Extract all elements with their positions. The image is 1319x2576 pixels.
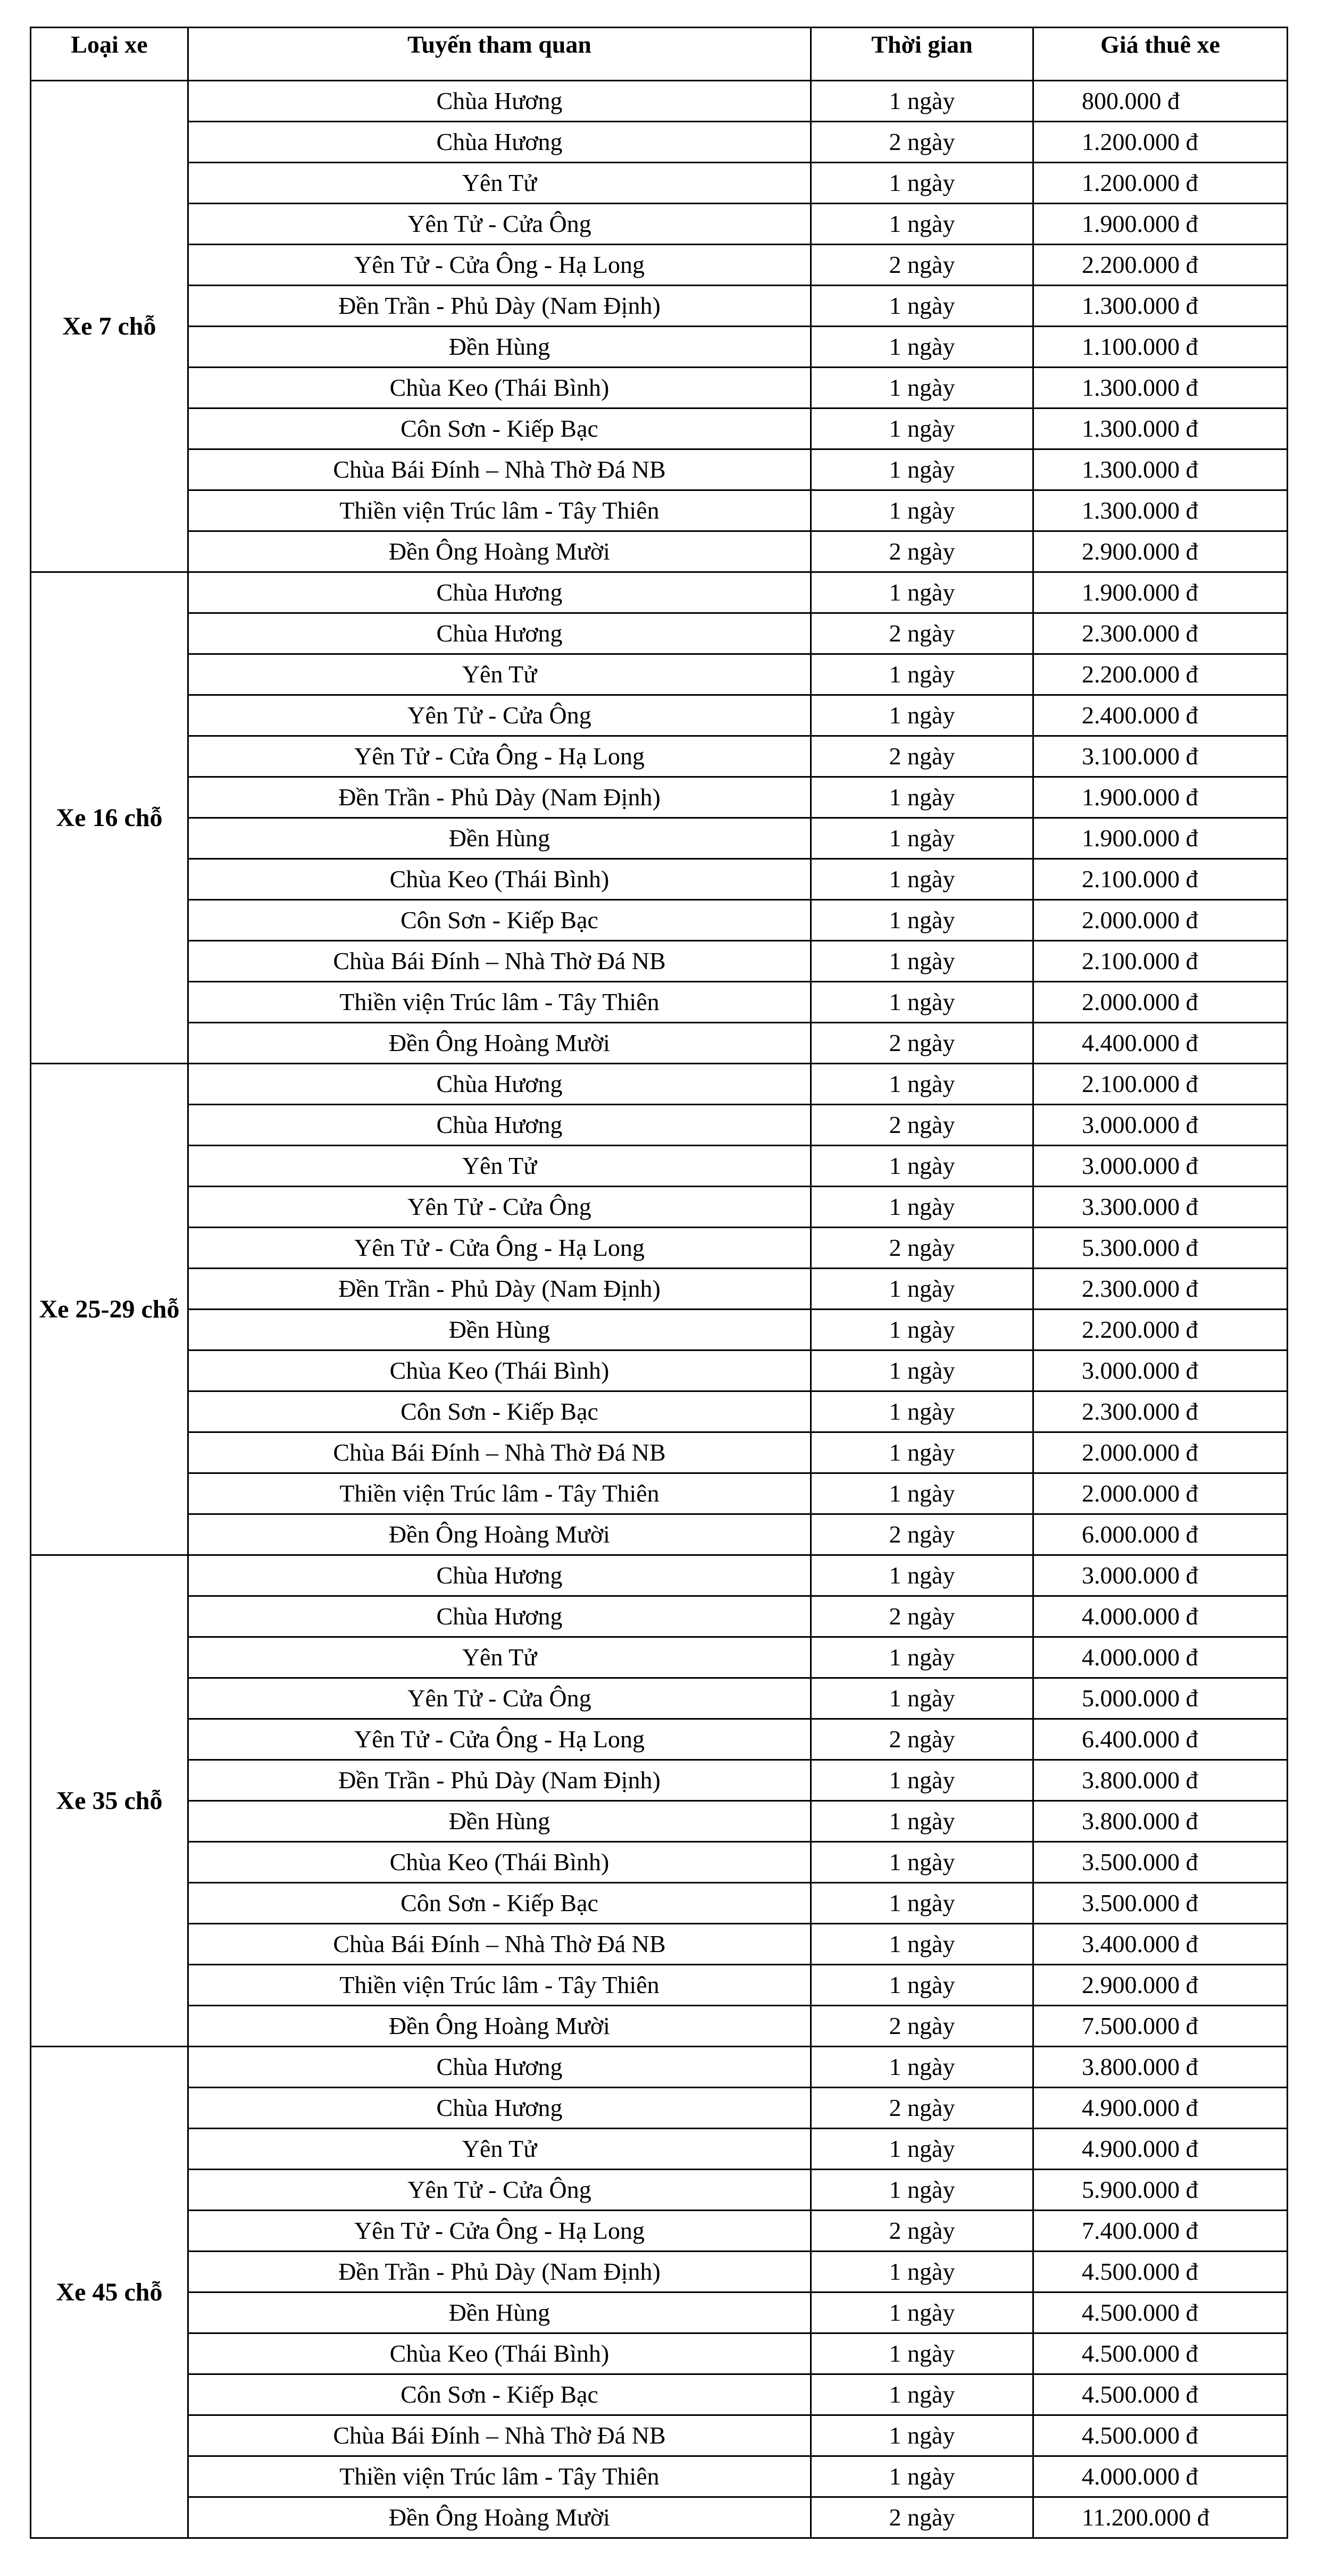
route-cell: Đền Hùng bbox=[188, 818, 811, 859]
duration-cell: 1 ngày bbox=[811, 204, 1033, 245]
route-cell: Chùa Hương bbox=[188, 1105, 811, 1146]
price-cell: 1.300.000 đ bbox=[1033, 368, 1288, 409]
vehicle-type-cell: Xe 25-29 chỗ bbox=[31, 1064, 188, 1555]
table-row bbox=[31, 2170, 1288, 2211]
table-row bbox=[31, 695, 1288, 736]
route-cell: Yên Tử - Cửa Ông - Hạ Long bbox=[188, 2211, 811, 2252]
table-row bbox=[31, 1637, 1288, 1678]
table-row bbox=[31, 1924, 1288, 1965]
price-cell: 3.500.000 đ bbox=[1033, 1842, 1288, 1883]
table-row bbox=[31, 449, 1288, 490]
route-cell: Yên Tử - Cửa Ông bbox=[188, 1678, 811, 1719]
price-cell: 4.500.000 đ bbox=[1033, 2252, 1288, 2292]
table-row bbox=[31, 2252, 1288, 2292]
price-cell: 2.000.000 đ bbox=[1033, 982, 1288, 1023]
table-row bbox=[31, 1678, 1288, 1719]
route-cell: Yên Tử - Cửa Ông bbox=[188, 695, 811, 736]
duration-cell: 1 ngày bbox=[811, 2374, 1033, 2415]
duration-cell: 1 ngày bbox=[811, 1801, 1033, 1842]
price-cell: 2.900.000 đ bbox=[1033, 531, 1288, 572]
duration-cell: 1 ngày bbox=[811, 368, 1033, 409]
table-row bbox=[31, 245, 1288, 286]
route-cell: Đền Trần - Phủ Dày (Nam Định) bbox=[188, 1760, 811, 1801]
table-row bbox=[31, 122, 1288, 163]
table-row bbox=[31, 2374, 1288, 2415]
duration-cell: 1 ngày bbox=[811, 1883, 1033, 1924]
route-cell: Yên Tử - Cửa Ông - Hạ Long bbox=[188, 1228, 811, 1269]
route-cell: Côn Sơn - Kiếp Bạc bbox=[188, 900, 811, 941]
price-cell: 4.500.000 đ bbox=[1033, 2374, 1288, 2415]
price-cell: 2.200.000 đ bbox=[1033, 654, 1288, 695]
duration-cell: 2 ngày bbox=[811, 613, 1033, 654]
price-cell: 3.000.000 đ bbox=[1033, 1350, 1288, 1391]
table-row bbox=[31, 2006, 1288, 2047]
route-cell: Chùa Hương bbox=[188, 1064, 811, 1105]
table-row bbox=[31, 613, 1288, 654]
duration-cell: 2 ngày bbox=[811, 1719, 1033, 1760]
price-cell: 1.900.000 đ bbox=[1033, 818, 1288, 859]
duration-cell: 1 ngày bbox=[811, 1187, 1033, 1228]
table-row bbox=[31, 368, 1288, 409]
table-row bbox=[31, 2088, 1288, 2129]
price-cell: 3.800.000 đ bbox=[1033, 1760, 1288, 1801]
header-route: Tuyến tham quan bbox=[188, 28, 811, 81]
price-cell: 3.000.000 đ bbox=[1033, 1555, 1288, 1596]
price-cell: 2.100.000 đ bbox=[1033, 1064, 1288, 1105]
table-row bbox=[31, 1555, 1288, 1596]
duration-cell: 1 ngày bbox=[811, 163, 1033, 204]
price-cell: 4.000.000 đ bbox=[1033, 1637, 1288, 1678]
vehicle-type-cell: Xe 16 chỗ bbox=[31, 572, 188, 1064]
route-cell: Chùa Bái Đính – Nhà Thờ Đá NB bbox=[188, 1924, 811, 1965]
price-cell: 2.000.000 đ bbox=[1033, 1432, 1288, 1473]
duration-cell: 1 ngày bbox=[811, 2456, 1033, 2497]
route-cell: Chùa Hương bbox=[188, 1596, 811, 1637]
duration-cell: 2 ngày bbox=[811, 1228, 1033, 1269]
duration-cell: 1 ngày bbox=[811, 81, 1033, 122]
price-cell: 2.300.000 đ bbox=[1033, 613, 1288, 654]
duration-cell: 1 ngày bbox=[811, 900, 1033, 941]
vehicle-type-cell: Xe 7 chỗ bbox=[31, 81, 188, 572]
table-row bbox=[31, 1473, 1288, 1514]
route-cell: Chùa Bái Đính – Nhà Thờ Đá NB bbox=[188, 449, 811, 490]
route-cell: Côn Sơn - Kiếp Bạc bbox=[188, 1391, 811, 1432]
table-row bbox=[31, 818, 1288, 859]
duration-cell: 1 ngày bbox=[811, 327, 1033, 368]
route-cell: Chùa Keo (Thái Bình) bbox=[188, 1842, 811, 1883]
duration-cell: 1 ngày bbox=[811, 1269, 1033, 1310]
duration-cell: 1 ngày bbox=[811, 572, 1033, 613]
header-vehicle-type: Loại xe bbox=[31, 28, 188, 81]
route-cell: Chùa Hương bbox=[188, 2047, 811, 2088]
duration-cell: 1 ngày bbox=[811, 409, 1033, 449]
table-row bbox=[31, 2047, 1288, 2088]
header-duration: Thời gian bbox=[811, 28, 1033, 81]
duration-cell: 1 ngày bbox=[811, 982, 1033, 1023]
duration-cell: 1 ngày bbox=[811, 777, 1033, 818]
table-row bbox=[31, 204, 1288, 245]
route-cell: Đền Ông Hoàng Mười bbox=[188, 2006, 811, 2047]
route-cell: Yên Tử - Cửa Ông bbox=[188, 204, 811, 245]
duration-cell: 1 ngày bbox=[811, 1678, 1033, 1719]
route-cell: Đền Ông Hoàng Mười bbox=[188, 1514, 811, 1555]
duration-cell: 1 ngày bbox=[811, 1760, 1033, 1801]
duration-cell: 2 ngày bbox=[811, 122, 1033, 163]
route-cell: Chùa Hương bbox=[188, 613, 811, 654]
table-row bbox=[31, 1883, 1288, 1924]
table-row bbox=[31, 163, 1288, 204]
route-cell: Côn Sơn - Kiếp Bạc bbox=[188, 2374, 811, 2415]
table-header bbox=[31, 28, 1288, 81]
table-row bbox=[31, 2292, 1288, 2333]
route-cell: Thiền viện Trúc lâm - Tây Thiên bbox=[188, 490, 811, 531]
price-cell: 3.400.000 đ bbox=[1033, 1924, 1288, 1965]
price-cell: 1.200.000 đ bbox=[1033, 163, 1288, 204]
duration-cell: 2 ngày bbox=[811, 531, 1033, 572]
table-row bbox=[31, 81, 1288, 122]
duration-cell: 2 ngày bbox=[811, 2006, 1033, 2047]
route-cell: Đền Trần - Phủ Dày (Nam Định) bbox=[188, 2252, 811, 2292]
table-row bbox=[31, 1064, 1288, 1105]
price-cell: 2.200.000 đ bbox=[1033, 1310, 1288, 1350]
duration-cell: 1 ngày bbox=[811, 2047, 1033, 2088]
route-cell: Đền Hùng bbox=[188, 2292, 811, 2333]
duration-cell: 1 ngày bbox=[811, 1350, 1033, 1391]
route-cell: Chùa Keo (Thái Bình) bbox=[188, 2333, 811, 2374]
price-cell: 1.900.000 đ bbox=[1033, 204, 1288, 245]
route-cell: Côn Sơn - Kiếp Bạc bbox=[188, 1883, 811, 1924]
table-row bbox=[31, 654, 1288, 695]
duration-cell: 2 ngày bbox=[811, 2211, 1033, 2252]
route-cell: Chùa Bái Đính – Nhà Thờ Đá NB bbox=[188, 2415, 811, 2456]
table-row bbox=[31, 1310, 1288, 1350]
duration-cell: 2 ngày bbox=[811, 1105, 1033, 1146]
table-row bbox=[31, 1801, 1288, 1842]
price-cell: 2.000.000 đ bbox=[1033, 900, 1288, 941]
table-row bbox=[31, 777, 1288, 818]
duration-cell: 1 ngày bbox=[811, 2292, 1033, 2333]
route-cell: Đền Ông Hoàng Mười bbox=[188, 1023, 811, 1064]
route-cell: Thiền viện Trúc lâm - Tây Thiên bbox=[188, 2456, 811, 2497]
price-cell: 6.000.000 đ bbox=[1033, 1514, 1288, 1555]
table-row bbox=[31, 2129, 1288, 2170]
duration-cell: 1 ngày bbox=[811, 1555, 1033, 1596]
table-row bbox=[31, 1965, 1288, 2006]
route-cell: Yên Tử - Cửa Ông bbox=[188, 1187, 811, 1228]
vehicle-type-cell: Xe 45 chỗ bbox=[31, 2047, 188, 2538]
table-row bbox=[31, 1105, 1288, 1146]
table-row bbox=[31, 1514, 1288, 1555]
route-cell: Yên Tử bbox=[188, 163, 811, 204]
route-cell: Chùa Keo (Thái Bình) bbox=[188, 1350, 811, 1391]
route-cell: Chùa Hương bbox=[188, 122, 811, 163]
price-cell: 11.200.000 đ bbox=[1033, 2497, 1288, 2538]
table-body bbox=[31, 81, 1288, 2538]
price-cell: 1.100.000 đ bbox=[1033, 327, 1288, 368]
price-cell: 3.000.000 đ bbox=[1033, 1146, 1288, 1187]
route-cell: Chùa Hương bbox=[188, 572, 811, 613]
duration-cell: 1 ngày bbox=[811, 2170, 1033, 2211]
duration-cell: 2 ngày bbox=[811, 1596, 1033, 1637]
table-row bbox=[31, 1760, 1288, 1801]
price-cell: 2.300.000 đ bbox=[1033, 1269, 1288, 1310]
table-row bbox=[31, 2415, 1288, 2456]
price-cell: 1.300.000 đ bbox=[1033, 449, 1288, 490]
price-cell: 4.500.000 đ bbox=[1033, 2333, 1288, 2374]
duration-cell: 2 ngày bbox=[811, 736, 1033, 777]
price-cell: 2.400.000 đ bbox=[1033, 695, 1288, 736]
duration-cell: 2 ngày bbox=[811, 2088, 1033, 2129]
table-row bbox=[31, 1432, 1288, 1473]
table-row bbox=[31, 900, 1288, 941]
rental-price-table bbox=[30, 27, 1288, 2539]
table-row bbox=[31, 1391, 1288, 1432]
header-price: Giá thuê xe bbox=[1033, 28, 1288, 81]
route-cell: Yên Tử - Cửa Ông - Hạ Long bbox=[188, 1719, 811, 1760]
price-cell: 3.800.000 đ bbox=[1033, 1801, 1288, 1842]
price-cell: 6.400.000 đ bbox=[1033, 1719, 1288, 1760]
table-row bbox=[31, 1842, 1288, 1883]
duration-cell: 1 ngày bbox=[811, 1842, 1033, 1883]
duration-cell: 1 ngày bbox=[811, 1064, 1033, 1105]
table-row bbox=[31, 409, 1288, 449]
price-cell: 3.500.000 đ bbox=[1033, 1883, 1288, 1924]
route-cell: Chùa Hương bbox=[188, 2088, 811, 2129]
route-cell: Chùa Bái Đính – Nhà Thờ Đá NB bbox=[188, 941, 811, 982]
duration-cell: 2 ngày bbox=[811, 1514, 1033, 1555]
price-cell: 1.900.000 đ bbox=[1033, 572, 1288, 613]
price-cell: 4.500.000 đ bbox=[1033, 2292, 1288, 2333]
duration-cell: 1 ngày bbox=[811, 1924, 1033, 1965]
table-row bbox=[31, 859, 1288, 900]
table-row bbox=[31, 982, 1288, 1023]
price-cell: 7.400.000 đ bbox=[1033, 2211, 1288, 2252]
route-cell: Chùa Bái Đính – Nhà Thờ Đá NB bbox=[188, 1432, 811, 1473]
table-row bbox=[31, 490, 1288, 531]
price-cell: 7.500.000 đ bbox=[1033, 2006, 1288, 2047]
price-cell: 3.800.000 đ bbox=[1033, 2047, 1288, 2088]
duration-cell: 1 ngày bbox=[811, 941, 1033, 982]
table-row bbox=[31, 531, 1288, 572]
table-row bbox=[31, 1719, 1288, 1760]
duration-cell: 2 ngày bbox=[811, 1023, 1033, 1064]
route-cell: Đền Hùng bbox=[188, 1310, 811, 1350]
route-cell: Yên Tử bbox=[188, 2129, 811, 2170]
duration-cell: 1 ngày bbox=[811, 859, 1033, 900]
route-cell: Chùa Hương bbox=[188, 81, 811, 122]
route-cell: Thiền viện Trúc lâm - Tây Thiên bbox=[188, 1473, 811, 1514]
price-cell: 4.500.000 đ bbox=[1033, 2415, 1288, 2456]
table-row bbox=[31, 1596, 1288, 1637]
duration-cell: 1 ngày bbox=[811, 449, 1033, 490]
price-cell: 4.900.000 đ bbox=[1033, 2088, 1288, 2129]
duration-cell: 2 ngày bbox=[811, 2497, 1033, 2538]
table-row bbox=[31, 327, 1288, 368]
table-row bbox=[31, 1350, 1288, 1391]
duration-cell: 1 ngày bbox=[811, 654, 1033, 695]
price-cell: 1.300.000 đ bbox=[1033, 409, 1288, 449]
duration-cell: 1 ngày bbox=[811, 1391, 1033, 1432]
price-cell: 2.900.000 đ bbox=[1033, 1965, 1288, 2006]
route-cell: Đền Ông Hoàng Mười bbox=[188, 531, 811, 572]
duration-cell: 1 ngày bbox=[811, 818, 1033, 859]
table-row bbox=[31, 736, 1288, 777]
price-cell: 4.900.000 đ bbox=[1033, 2129, 1288, 2170]
route-cell: Thiền viện Trúc lâm - Tây Thiên bbox=[188, 982, 811, 1023]
table-row bbox=[31, 1269, 1288, 1310]
duration-cell: 1 ngày bbox=[811, 1637, 1033, 1678]
table-row bbox=[31, 1187, 1288, 1228]
route-cell: Yên Tử - Cửa Ông bbox=[188, 2170, 811, 2211]
route-cell: Yên Tử bbox=[188, 1637, 811, 1678]
duration-cell: 1 ngày bbox=[811, 1432, 1033, 1473]
price-cell: 800.000 đ bbox=[1033, 81, 1288, 122]
price-cell: 2.000.000 đ bbox=[1033, 1473, 1288, 1514]
header-row bbox=[31, 28, 1288, 81]
route-cell: Yên Tử bbox=[188, 1146, 811, 1187]
duration-cell: 1 ngày bbox=[811, 1473, 1033, 1514]
table-row bbox=[31, 1146, 1288, 1187]
route-cell: Thiền viện Trúc lâm - Tây Thiên bbox=[188, 1965, 811, 2006]
route-cell: Chùa Keo (Thái Bình) bbox=[188, 859, 811, 900]
price-cell: 5.000.000 đ bbox=[1033, 1678, 1288, 1719]
route-cell: Yên Tử - Cửa Ông - Hạ Long bbox=[188, 245, 811, 286]
price-cell: 5.900.000 đ bbox=[1033, 2170, 1288, 2211]
route-cell: Đền Hùng bbox=[188, 327, 811, 368]
price-cell: 2.100.000 đ bbox=[1033, 859, 1288, 900]
route-cell: Đền Hùng bbox=[188, 1801, 811, 1842]
route-cell: Đền Trần - Phủ Dày (Nam Định) bbox=[188, 286, 811, 327]
price-cell: 1.300.000 đ bbox=[1033, 490, 1288, 531]
duration-cell: 2 ngày bbox=[811, 245, 1033, 286]
route-cell: Chùa Keo (Thái Bình) bbox=[188, 368, 811, 409]
table-row bbox=[31, 2333, 1288, 2374]
route-cell: Chùa Hương bbox=[188, 1555, 811, 1596]
route-cell: Đền Ông Hoàng Mười bbox=[188, 2497, 811, 2538]
route-cell: Yên Tử bbox=[188, 654, 811, 695]
price-cell: 4.000.000 đ bbox=[1033, 2456, 1288, 2497]
price-cell: 2.300.000 đ bbox=[1033, 1391, 1288, 1432]
vehicle-type-cell: Xe 35 chỗ bbox=[31, 1555, 188, 2047]
duration-cell: 1 ngày bbox=[811, 286, 1033, 327]
route-cell: Côn Sơn - Kiếp Bạc bbox=[188, 409, 811, 449]
table-row bbox=[31, 941, 1288, 982]
price-cell: 1.900.000 đ bbox=[1033, 777, 1288, 818]
table-row bbox=[31, 286, 1288, 327]
duration-cell: 1 ngày bbox=[811, 695, 1033, 736]
price-cell: 3.100.000 đ bbox=[1033, 736, 1288, 777]
duration-cell: 1 ngày bbox=[811, 2333, 1033, 2374]
duration-cell: 1 ngày bbox=[811, 2129, 1033, 2170]
price-cell: 2.100.000 đ bbox=[1033, 941, 1288, 982]
table-row bbox=[31, 1023, 1288, 1064]
price-cell: 3.000.000 đ bbox=[1033, 1105, 1288, 1146]
table-row bbox=[31, 2497, 1288, 2538]
table-row bbox=[31, 2211, 1288, 2252]
price-cell: 3.300.000 đ bbox=[1033, 1187, 1288, 1228]
price-cell: 5.300.000 đ bbox=[1033, 1228, 1288, 1269]
price-cell: 4.400.000 đ bbox=[1033, 1023, 1288, 1064]
duration-cell: 1 ngày bbox=[811, 2252, 1033, 2292]
table-row bbox=[31, 2456, 1288, 2497]
route-cell: Đền Trần - Phủ Dày (Nam Định) bbox=[188, 1269, 811, 1310]
route-cell: Yên Tử - Cửa Ông - Hạ Long bbox=[188, 736, 811, 777]
price-cell: 4.000.000 đ bbox=[1033, 1596, 1288, 1637]
route-cell: Đền Trần - Phủ Dày (Nam Định) bbox=[188, 777, 811, 818]
duration-cell: 1 ngày bbox=[811, 2415, 1033, 2456]
duration-cell: 1 ngày bbox=[811, 1146, 1033, 1187]
duration-cell: 1 ngày bbox=[811, 1965, 1033, 2006]
price-cell: 1.300.000 đ bbox=[1033, 286, 1288, 327]
table-row bbox=[31, 1228, 1288, 1269]
duration-cell: 1 ngày bbox=[811, 490, 1033, 531]
duration-cell: 1 ngày bbox=[811, 1310, 1033, 1350]
price-cell: 1.200.000 đ bbox=[1033, 122, 1288, 163]
price-cell: 2.200.000 đ bbox=[1033, 245, 1288, 286]
table-row bbox=[31, 572, 1288, 613]
